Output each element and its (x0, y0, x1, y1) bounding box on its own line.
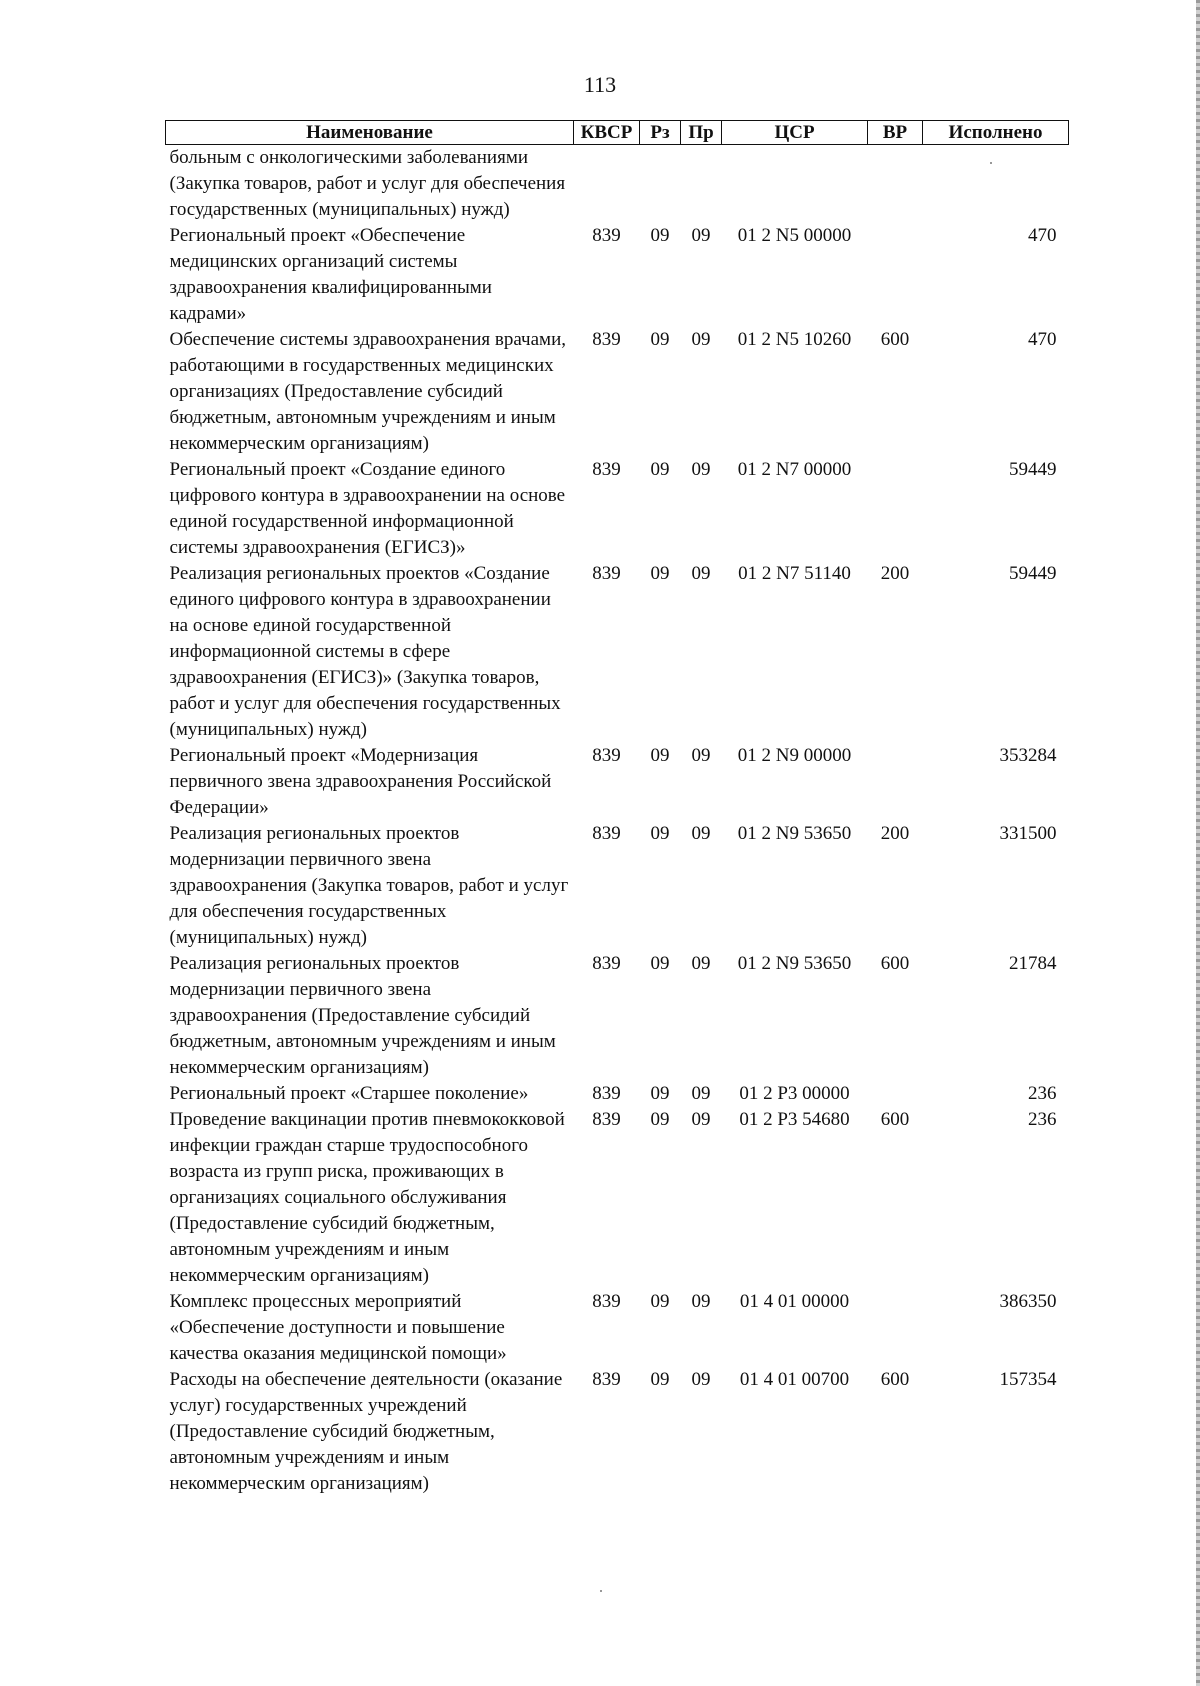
row-name: Проведение вакцинации против пневмококковой инфекции граждан старше трудоспособного возраста из групп риска, проживающих в организациях социального обслуживания (Предоставление субсидий бюджетным, автономным учреждениям и иным некоммерческим организациям) (169, 1109, 565, 1286)
table-row (166, 1107, 1069, 1289)
row-vr: 600 (880, 329, 910, 350)
table-row (166, 1289, 1069, 1367)
row-csr: 01 2 N9 00000 (737, 745, 852, 766)
row-exec: 470 (1028, 329, 1057, 350)
row-exec: 331500 (999, 823, 1057, 844)
row-rz: 09 (650, 329, 670, 350)
table-row (166, 561, 1069, 743)
row-name: Реализация региональных проектов «Создание единого цифрового контура в здравоохранении на основе единой государственной информационной системы в сфере здравоохранения (ЕГИСЗ)» (Закупка товаров, работ и услуг для обеспечения государственных (муниципальных) нужд) (169, 563, 561, 740)
row-exec: 157354 (999, 1369, 1057, 1390)
row-pr: 09 (691, 329, 711, 350)
row-name: Реализация региональных проектов модернизации первичного звена здравоохранения (Закупка товаров, работ и услуг для обеспечения государственных (муниципальных) нужд) (169, 823, 569, 948)
table-row (166, 743, 1069, 821)
page-number: 113 (583, 72, 617, 97)
row-csr: 01 2 N9 53650 (737, 823, 852, 844)
scan-edge (1196, 0, 1200, 1686)
row-rz: 09 (650, 1083, 670, 1104)
header-vr: ВР (868, 121, 923, 145)
table-row (166, 145, 1069, 224)
scan-speck (990, 162, 992, 164)
row-rz: 09 (650, 225, 670, 246)
table-body (166, 145, 1069, 1498)
row-name: Региональный проект «Старшее поколение» (169, 1083, 529, 1104)
row-csr: 01 2 P3 00000 (739, 1083, 850, 1104)
row-vr (868, 457, 923, 561)
header-kvsr: КВСР (574, 121, 640, 145)
row-name: больным с онкологическими заболеваниями (Закупка товаров, работ и услуг для обеспечения государственных (муниципальных) нужд) (169, 147, 566, 220)
row-rz: 09 (650, 745, 670, 766)
row-csr: 01 4 01 00000 (739, 1291, 850, 1312)
row-kvsr: 839 (592, 225, 621, 246)
header-pr: Пр (681, 121, 722, 145)
row-kvsr: 839 (592, 1109, 621, 1130)
row-rz (640, 145, 681, 224)
table-row (166, 1081, 1069, 1107)
row-vr (868, 1289, 923, 1367)
row-kvsr: 839 (592, 1083, 621, 1104)
row-csr: 01 2 N5 00000 (737, 225, 852, 246)
row-pr: 09 (691, 745, 711, 766)
row-kvsr: 839 (592, 563, 621, 584)
row-pr: 09 (691, 953, 711, 974)
row-pr: 09 (691, 563, 711, 584)
row-exec: 353284 (999, 745, 1057, 766)
row-csr: 01 2 N9 53650 (737, 953, 852, 974)
row-csr: 01 2 N5 10260 (737, 329, 852, 350)
row-kvsr: 839 (592, 459, 621, 480)
row-pr: 09 (691, 823, 711, 844)
row-kvsr: 839 (592, 1369, 621, 1390)
row-rz: 09 (650, 459, 670, 480)
header-rz: Рз (640, 121, 681, 145)
header-exec: Исполнено (923, 121, 1069, 145)
row-vr: 600 (880, 1109, 910, 1130)
row-rz: 09 (650, 1291, 670, 1312)
row-rz: 09 (650, 1369, 670, 1390)
row-csr: 01 2 N7 00000 (737, 459, 852, 480)
row-vr: 200 (880, 563, 910, 584)
row-name: Региональный проект «Модернизация первичного звена здравоохранения Российской Федерации» (169, 745, 552, 818)
row-kvsr: 839 (592, 329, 621, 350)
row-kvsr: 839 (592, 745, 621, 766)
row-exec: 236 (1028, 1109, 1057, 1130)
row-exec (923, 145, 1069, 224)
row-vr: 600 (880, 953, 910, 974)
table-row (166, 223, 1069, 327)
table-row (166, 821, 1069, 951)
row-kvsr: 839 (592, 953, 621, 974)
row-vr: 600 (880, 1369, 910, 1390)
row-rz: 09 (650, 1109, 670, 1130)
row-vr (868, 743, 923, 821)
header-csr: ЦСР (722, 121, 868, 145)
row-name: Реализация региональных проектов модернизации первичного звена здравоохранения (Предоставление субсидий бюджетным, автономным учреждениям и иным некоммерческим организациям) (169, 953, 556, 1078)
row-name: Обеспечение системы здравоохранения врачами, работающими в государственных медицинских организациях (Предоставление субсидий бюджетным, автономным учреждениям и иным некоммерческим организациям) (169, 329, 566, 454)
row-pr: 09 (691, 1369, 711, 1390)
row-pr: 09 (691, 1291, 711, 1312)
table-row (166, 1367, 1069, 1497)
row-exec: 386350 (999, 1291, 1057, 1312)
row-vr: 200 (880, 823, 910, 844)
header-name: Наименование (166, 121, 574, 145)
budget-table (165, 120, 1069, 1497)
table-row (166, 457, 1069, 561)
row-exec: 21784 (1009, 953, 1057, 974)
row-name: Расходы на обеспечение деятельности (оказание услуг) государственных учреждений (Предоставление субсидий бюджетным, автономным учреждениям и иным некоммерческим организациям) (169, 1369, 563, 1494)
row-pr: 09 (691, 1083, 711, 1104)
row-vr (868, 145, 923, 224)
row-pr: 09 (691, 225, 711, 246)
row-pr: 09 (691, 1109, 711, 1130)
table-row (166, 327, 1069, 457)
table-header (166, 121, 1069, 145)
row-csr: 01 2 N7 51140 (738, 563, 851, 584)
row-csr: 01 4 01 00700 (739, 1369, 850, 1390)
row-kvsr (574, 145, 640, 224)
scan-speck (600, 1590, 602, 1592)
row-pr (681, 145, 722, 224)
table-row (166, 951, 1069, 1081)
row-name: Региональный проект «Создание единого цифрового контура в здравоохранении на основе единой государственной информационной системы здравоохранения (ЕГИСЗ)» (169, 459, 566, 558)
row-exec: 59449 (1009, 459, 1057, 480)
row-exec: 236 (1028, 1083, 1057, 1104)
row-vr (868, 223, 923, 327)
row-kvsr: 839 (592, 1291, 621, 1312)
row-exec: 59449 (1009, 563, 1057, 584)
row-rz: 09 (650, 823, 670, 844)
row-kvsr: 839 (592, 823, 621, 844)
row-exec: 470 (1028, 225, 1057, 246)
row-vr (868, 1081, 923, 1107)
budget-table-container (165, 120, 1068, 1497)
row-pr: 09 (691, 459, 711, 480)
row-csr: 01 2 P3 54680 (739, 1109, 850, 1130)
row-name: Региональный проект «Обеспечение медицинских организаций системы здравоохранения квалифицированными кадрами» (169, 225, 492, 324)
header-row (166, 121, 1069, 145)
row-rz: 09 (650, 953, 670, 974)
row-name: Комплекс процессных мероприятий «Обеспечение доступности и повышение качества оказания медицинской помощи» (169, 1291, 507, 1364)
row-rz: 09 (650, 563, 670, 584)
row-csr (722, 145, 868, 224)
